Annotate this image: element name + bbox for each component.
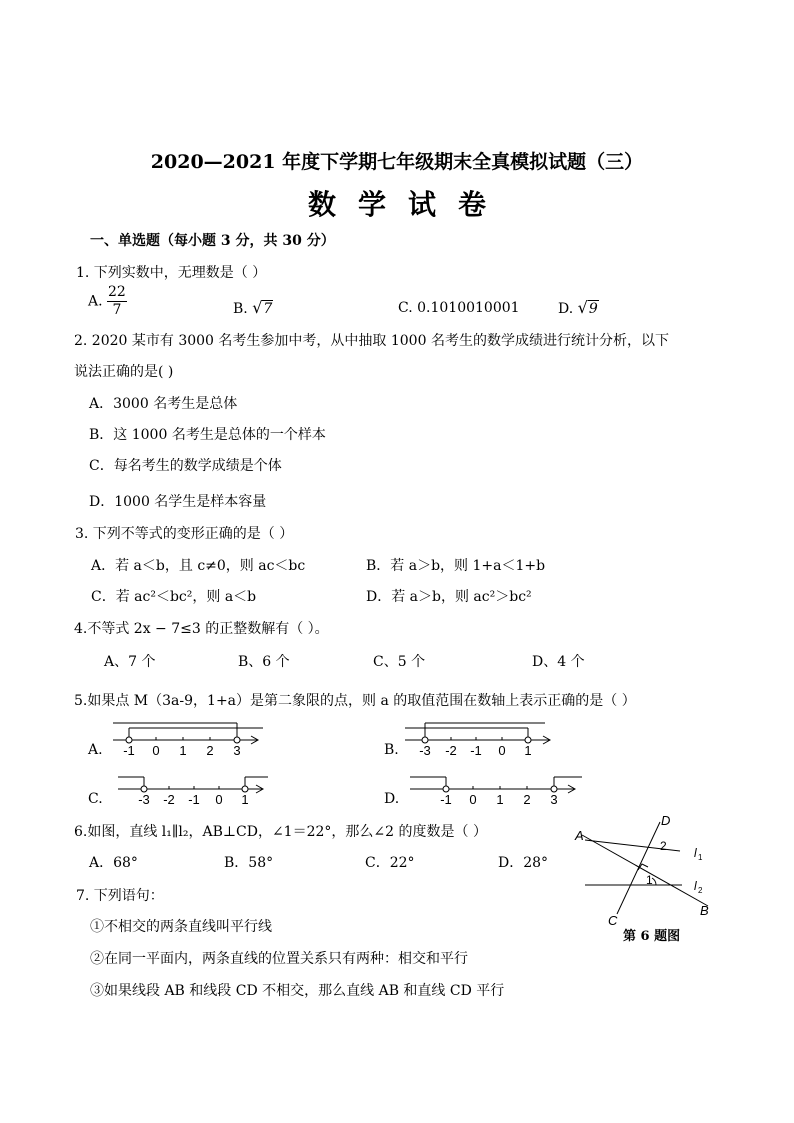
tick-label: 3: [550, 792, 558, 807]
q3-option-d: D．若 a＞b，则 ac²＞bc²: [366, 589, 532, 605]
q1-option-c: C. 0.1010010001: [398, 300, 520, 316]
q1-option-a: [88, 284, 127, 319]
q4-option-b: B、6 个: [238, 654, 290, 670]
q1-option-b: [233, 298, 273, 317]
q1-fraction-denominator: 7: [112, 302, 122, 318]
tick-label: 1: [496, 792, 504, 807]
q3-option-a: A．若 a＜b，且 c≠0，则 ac＜bc: [91, 558, 306, 574]
q5-option-c-label: C.: [88, 791, 103, 807]
q5-numberline-a: [108, 720, 278, 760]
q4-option-c: C、5 个: [373, 654, 426, 670]
tick-label: 1: [179, 743, 187, 758]
q1-sqrt7: [252, 298, 273, 317]
section-heading: 一、单选题（每小题 3 分，共 30 分）: [90, 233, 335, 249]
tick-label: 0: [152, 743, 160, 758]
q4-stem: 4.不等式 2x − 7≤3 的正整数解有（ ）。: [74, 621, 329, 637]
page-title: 2020—2021 年度下学期七年级期末全真模拟试题（三）: [150, 151, 644, 173]
q6-option-c: C．22°: [365, 855, 415, 871]
q6-figure-caption: 第 6 题图: [623, 929, 681, 944]
q2-option-a: A．3000 名考生是总体: [89, 396, 238, 412]
q2-stem-line1: 2. 2020 某市有 3000 名考生参加中考，从中抽取 1000 名考生的数学成绩进行统计分析，以下: [74, 333, 669, 349]
q7-statement-3: ③如果线段 AB 和线段 CD 不相交，那么直线 AB 和直线 CD 平行: [90, 983, 505, 999]
label-c: C: [608, 913, 618, 928]
q1-sqrt7-radicand: 7: [263, 301, 273, 317]
q2-stem-line2: 说法正确的是( ): [74, 364, 174, 380]
q1-fraction: [107, 284, 127, 319]
q3-option-c: C．若 ac²＜bc²，则 a＜b: [91, 589, 257, 605]
tick-label: 1: [524, 743, 532, 758]
q1-stem: 1. 下列实数中，无理数是（ ）: [76, 265, 267, 281]
q5-numberline-c: [108, 769, 278, 809]
line-ab: [582, 835, 708, 906]
tick-label: 0: [215, 792, 223, 807]
q1-sqrt9: [577, 298, 599, 317]
tick-label: -1: [470, 743, 482, 758]
q1-option-b-label: B.: [233, 301, 248, 317]
q5-stem: 5.如果点 M（3a-9，1+a）是第二象限的点，则 a 的取值范围在数轴上表示正确的是（ ）: [74, 693, 636, 709]
tick-label: -2: [445, 743, 457, 758]
label-a: A: [575, 828, 584, 843]
q6-option-b: B．58°: [224, 855, 274, 871]
tick-label: 1: [241, 792, 249, 807]
q5-option-b-label: B.: [384, 742, 399, 758]
tick-label: 2: [523, 792, 531, 807]
q5-option-a-label: A.: [88, 742, 103, 758]
label-l1-sub: 1: [698, 853, 703, 862]
tick-label: 0: [469, 792, 477, 807]
q3-stem: 3. 下列不等式的变形正确的是（ ）: [75, 526, 294, 542]
sqrt-icon: √: [252, 298, 263, 317]
q6-option-d: D．28°: [498, 855, 549, 871]
q1-option-d: [558, 298, 599, 317]
label-angle-2: 2: [660, 839, 667, 853]
line-cd: [617, 822, 660, 914]
label-l1: l: [694, 846, 697, 860]
q4-option-d: D、4 个: [532, 654, 585, 670]
q5-numberline-d: [400, 769, 590, 809]
q5-option-d-label: D.: [384, 791, 400, 807]
q2-option-c: C．每名考生的数学成绩是个体: [89, 458, 282, 474]
tick-label: -1: [123, 743, 135, 758]
label-b: B: [700, 903, 709, 918]
tick-label: -1: [188, 792, 200, 807]
q7-stem: 7. 下列语句：: [76, 888, 164, 904]
page-subtitle: 数学试卷: [307, 188, 508, 221]
q1-option-a-label: A.: [88, 293, 103, 310]
sqrt-icon: √: [577, 298, 588, 317]
q6-option-a: A．68°: [89, 855, 138, 871]
q1-sqrt9-radicand: 9: [588, 301, 598, 317]
q7-statement-2: ②在同一平面内，两条直线的位置关系只有两种：相交和平行: [90, 951, 468, 967]
q7-statement-1: ①不相交的两条直线叫平行线: [90, 919, 272, 935]
label-l2-sub: 2: [698, 886, 703, 895]
label-angle-1: 1: [646, 873, 653, 887]
q2-option-b: B．这 1000 名考生是总体的一个样本: [89, 427, 326, 443]
label-d: D: [661, 813, 671, 828]
tick-label: -1: [440, 792, 452, 807]
label-l2: l: [694, 879, 697, 893]
tick-label: -2: [163, 792, 175, 807]
q1-fraction-numerator: 22: [108, 284, 126, 300]
tick-label: -3: [419, 743, 431, 758]
q3-option-b: B．若 a＞b，则 1+a＜1+b: [366, 558, 546, 574]
q2-option-d: D．1000 名学生是样本容量: [89, 494, 267, 510]
tick-label: 0: [498, 743, 506, 758]
q6-stem: 6.如图，直线 l₁∥l₂，AB⊥CD，∠1＝22°，那么∠2 的度数是（ ）: [74, 824, 487, 840]
tick-label: 3: [233, 743, 241, 758]
q1-option-d-label: D.: [558, 301, 574, 317]
q4-option-a: A、7 个: [104, 654, 156, 670]
q5-numberline-b: [400, 720, 570, 760]
tick-label: 2: [206, 743, 214, 758]
tick-label: -3: [138, 792, 150, 807]
